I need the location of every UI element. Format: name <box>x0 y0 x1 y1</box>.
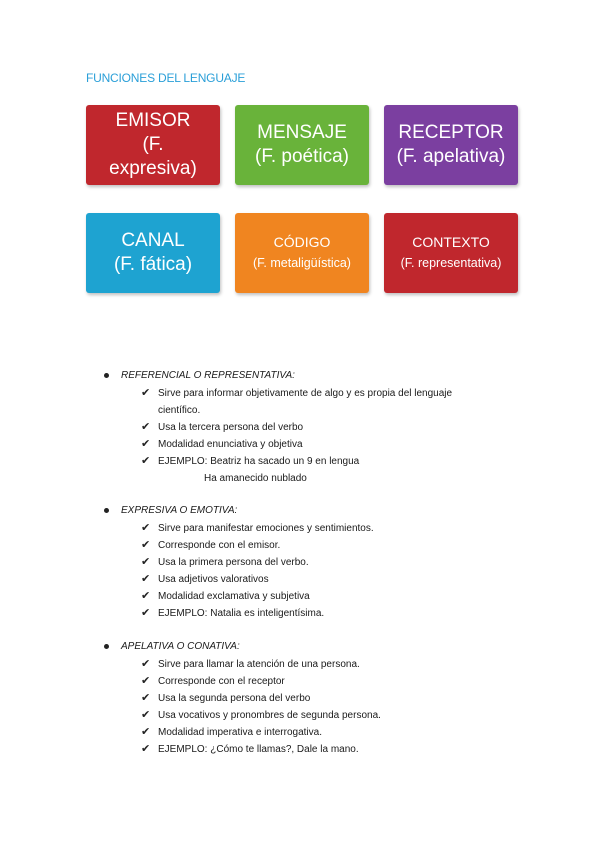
section-heading-text: EXPRESIVA O EMOTIVA: <box>121 505 238 516</box>
bullet-icon <box>104 644 109 649</box>
list-item-text: Usa la tercera persona del verbo <box>158 422 304 433</box>
list-item-text: EJEMPLO: Natalia es inteligentísima. <box>158 608 325 619</box>
section-heading-text: APELATIVA O CONATIVA: <box>121 641 240 652</box>
box-codigo <box>235 213 369 293</box>
list-item <box>141 707 501 724</box>
list-item <box>141 571 501 588</box>
box-emisor-function: (F. <box>142 134 164 156</box>
list-item-text: Modalidad enunciativa y objetiva <box>158 439 303 450</box>
list-item <box>141 453 501 470</box>
check-icon: ✔ <box>141 539 151 551</box>
list-item <box>141 520 501 537</box>
check-icon: ✔ <box>141 607 151 619</box>
check-icon: ✔ <box>141 387 151 399</box>
section-list-apelativa <box>141 656 501 758</box>
section-heading-apelativa <box>104 641 240 652</box>
check-icon: ✔ <box>141 438 151 450</box>
check-icon: ✔ <box>141 709 151 721</box>
list-item <box>141 690 501 707</box>
list-item <box>141 385 501 402</box>
check-icon: ✔ <box>141 726 151 738</box>
box-contexto-label: CONTEXTO <box>412 234 490 251</box>
box-emisor-label: EMISOR <box>115 110 191 132</box>
check-icon: ✔ <box>141 590 151 602</box>
section-heading-expresiva <box>104 505 237 516</box>
check-icon: ✔ <box>141 573 151 585</box>
check-icon: ✔ <box>141 421 151 433</box>
list-item-text: Usa adjetivos valorativos <box>158 574 269 585</box>
section-heading-referencial <box>104 370 295 381</box>
box-canal-label: CANAL <box>121 230 185 252</box>
list-item <box>141 588 501 605</box>
box-receptor-label: RECEPTOR <box>398 122 504 144</box>
section-list-referencial <box>141 385 518 487</box>
list-item-text: EJEMPLO: Beatriz ha sacado un 9 en lengua <box>158 456 360 467</box>
box-codigo-function: (F. metaligüística) <box>253 255 351 270</box>
document-title: FUNCIONES DEL LENGUAJE <box>86 71 246 85</box>
list-item-text: Corresponde con el receptor <box>158 676 285 687</box>
bullet-icon <box>104 373 109 378</box>
list-item-text: EJEMPLO: ¿Cómo te llamas?, Dale la mano. <box>158 744 359 755</box>
list-item <box>141 741 501 758</box>
list-item-text: Usa la segunda persona del verbo <box>158 693 311 704</box>
list-item-text: Sirve para llamar la atención de una persona. <box>158 659 360 670</box>
box-mensaje-function: (F. poética) <box>255 146 349 167</box>
list-item <box>141 554 501 571</box>
list-item <box>141 419 501 436</box>
list-item-text: Modalidad imperativa e interrogativa. <box>158 727 322 738</box>
bullet-icon <box>104 508 109 513</box>
box-canal <box>86 213 220 293</box>
check-icon: ✔ <box>141 455 151 467</box>
list-item <box>141 656 501 673</box>
list-item <box>141 537 501 554</box>
list-item-text: Modalidad exclamativa y subjetiva <box>158 591 310 602</box>
list-item <box>141 605 501 622</box>
section-list-expresiva <box>141 520 501 622</box>
box-mensaje <box>235 105 369 185</box>
box-codigo-label: CÓDIGO <box>273 234 331 251</box>
box-emisor-function-cont: expresiva) <box>109 157 197 179</box>
list-item-text: Usa la primera persona del verbo. <box>158 557 309 568</box>
list-item <box>141 436 501 453</box>
list-item-text: Sirve para informar objetivamente de algo y es propia del lenguaje <box>158 388 453 399</box>
check-icon: ✔ <box>141 743 151 755</box>
list-item-continuation: científico. <box>158 405 201 416</box>
check-icon: ✔ <box>141 522 151 534</box>
box-receptor <box>384 105 518 185</box>
list-item-text: Usa vocativos y pronombres de segunda persona. <box>158 710 381 721</box>
box-mensaje-label: MENSAJE <box>257 122 347 144</box>
list-item-text: Sirve para manifestar emociones y sentimientos. <box>158 523 374 534</box>
check-icon: ✔ <box>141 556 151 568</box>
list-item <box>141 724 501 741</box>
list-item-text: Corresponde con el emisor. <box>158 540 281 551</box>
box-canal-function: (F. fática) <box>113 254 193 275</box>
check-icon: ✔ <box>141 675 151 687</box>
box-receptor-function: (F. apelativa) <box>396 146 506 167</box>
check-icon: ✔ <box>141 692 151 704</box>
box-contexto <box>384 213 518 293</box>
box-emisor <box>86 105 220 185</box>
example-extra: Ha amanecido nublado <box>204 473 307 484</box>
check-icon: ✔ <box>141 658 151 670</box>
section-heading-text: REFERENCIAL O REPRESENTATIVA: <box>121 370 295 381</box>
list-item <box>141 673 501 690</box>
box-contexto-function: (F. representativa) <box>400 255 502 270</box>
